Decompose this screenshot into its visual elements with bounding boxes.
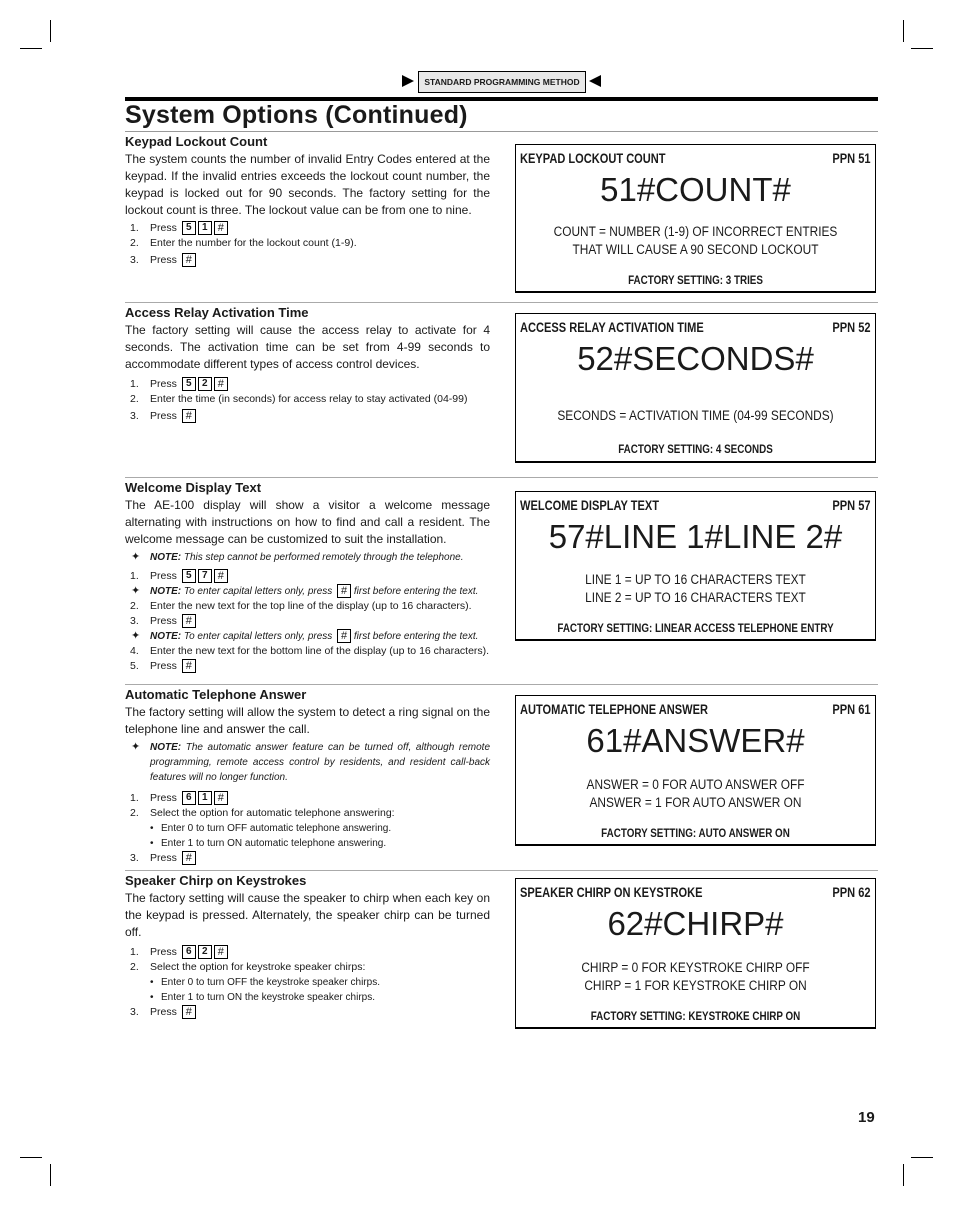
note-label: NOTE: <box>150 586 182 597</box>
step-item: 1. Press 6 1 # <box>125 791 490 806</box>
step-item: 2. Select the option for keystroke speaker chirps: <box>130 961 366 973</box>
key-7: 7 <box>198 569 212 583</box>
hash-key-icon: # <box>214 791 228 805</box>
step-item: 3. Press # <box>125 409 490 424</box>
section-auto-answer <box>125 686 490 866</box>
ppn-desc-line-2: CHIRP = 1 FOR KEYSTROKE CHIRP ON <box>584 978 807 993</box>
bullet-item: • Enter 1 to turn ON the keystroke speaker chirps. <box>150 992 375 1003</box>
step-text: Enter the new text for the top line of the display (up to 16 characters). <box>150 600 472 612</box>
note-label: NOTE: <box>150 631 182 642</box>
section-speaker-chirp <box>125 872 490 1020</box>
ppn-desc-line-1: ANSWER = 0 FOR AUTO ANSWER OFF <box>586 777 805 792</box>
ppn-code: 52#SECONDS# <box>577 340 814 377</box>
header-tag <box>402 70 602 94</box>
ppn-box-62 <box>515 878 876 1029</box>
hash-key-icon: # <box>214 377 228 391</box>
divider <box>125 131 878 132</box>
step-item: 5. Press # <box>125 659 490 674</box>
ppn-factory-setting: FACTORY SETTING: 4 SECONDS <box>618 442 773 456</box>
ppn-code: 62#CHIRP# <box>607 905 784 942</box>
section-heading: Welcome Display Text <box>125 480 262 495</box>
key-6: 6 <box>182 791 196 805</box>
divider <box>125 684 878 685</box>
step-item: 4. Enter the new text for the bottom line of the display (up to 16 characters). <box>130 645 490 657</box>
ppn-desc-line-2: THAT WILL CAUSE A 90 SECOND LOCKOUT <box>572 242 819 257</box>
ppn-code: 57#LINE 1#LINE 2# <box>548 518 843 555</box>
section-heading: Speaker Chirp on Keystrokes <box>125 873 307 888</box>
note-text: The automatic answer feature can be turned off, although remote programming, remote access control by residents, and resident call-back features will no longer function. <box>150 742 491 783</box>
bullet-item: • Enter 0 to turn OFF automatic telephone answering. <box>150 823 392 834</box>
ppn-number: PPN 57 <box>832 498 871 513</box>
note-label: NOTE: <box>150 552 182 563</box>
ppn-factory-setting: FACTORY SETTING: KEYSTROKE CHIRP ON <box>590 1009 801 1023</box>
step-label: Press <box>150 946 177 958</box>
step-label: Press <box>150 615 177 627</box>
ppn-desc-line-1: COUNT = NUMBER (1-9) OF INCORRECT ENTRIES <box>553 224 838 239</box>
section-heading: Automatic Telephone Answer <box>125 687 307 702</box>
ppn-desc-line-2: ANSWER = 1 FOR AUTO ANSWER ON <box>589 795 802 810</box>
ppn-desc-line-1: SECONDS = ACTIVATION TIME (04-99 SECONDS) <box>557 408 834 423</box>
crop-mark <box>903 20 904 42</box>
section-body: The factory setting will cause the access relay to activate for 4 seconds. The activation time can be set from 4-99 seconds to accommodate different types of access control devices. <box>125 323 490 371</box>
note-item: ✦ NOTE: To enter capital letters only, press # first before entering the text. <box>131 630 479 643</box>
hash-key-icon: # <box>182 851 196 865</box>
divider <box>125 870 878 871</box>
crop-mark <box>903 1164 904 1186</box>
ppn-number: PPN 62 <box>832 885 871 900</box>
step-list <box>125 377 490 424</box>
key-1: 1 <box>198 791 212 805</box>
ppn-desc-line-1: CHIRP = 0 FOR KEYSTROKE CHIRP OFF <box>581 960 810 975</box>
step-text: Enter the time (in seconds) for access relay to stay activated (04-99) <box>150 393 468 405</box>
step-item: 3. Press # <box>125 614 490 629</box>
hash-key-icon: # <box>337 584 351 598</box>
step-label: Press <box>150 1006 177 1018</box>
bullet-text: Enter 1 to turn ON automatic telephone answering. <box>161 838 387 849</box>
step-list <box>125 740 490 866</box>
step-label: Press <box>150 570 177 582</box>
section-body: The AE-100 display will show a visitor a welcome message alternating with instructions on how to find and call a resident. The welcome message can be customized to suit the installation. <box>125 498 490 546</box>
note-text: To enter capital letters only, press <box>183 631 333 642</box>
step-item: 3. Press # <box>125 1005 490 1020</box>
ppn-factory-setting: FACTORY SETTING: 3 TRIES <box>628 273 763 287</box>
key-5: 5 <box>182 221 196 235</box>
section-heading: Keypad Lockout Count <box>125 134 268 149</box>
crop-mark <box>50 20 51 42</box>
ppn-box-header: AUTOMATIC TELEPHONE ANSWER <box>520 702 708 717</box>
step-list <box>125 221 490 268</box>
crop-mark <box>20 48 42 49</box>
note-item: ✦ NOTE: This step cannot be performed remotely through the telephone. <box>131 551 464 563</box>
ppn-box-header: WELCOME DISPLAY TEXT <box>520 498 660 513</box>
bullet-item: • Enter 0 to turn OFF the keystroke speaker chirps. <box>150 977 380 988</box>
key-6: 6 <box>182 945 196 959</box>
ppn-box-header: ACCESS RELAY ACTIVATION TIME <box>520 320 704 335</box>
key-2: 2 <box>198 377 212 391</box>
ppn-box-52 <box>515 313 876 463</box>
note-text: first before entering the text. <box>353 631 479 642</box>
step-label: Press <box>150 660 177 672</box>
step-label: Press <box>150 792 177 804</box>
header-tag-label: STANDARD PROGRAMMING METHOD <box>418 71 586 93</box>
step-item: 1. Press 5 2 # <box>125 377 490 392</box>
hash-key-icon: # <box>337 629 351 643</box>
ppn-box-51 <box>515 144 876 293</box>
step-item: 1. Press 5 7 # <box>125 569 490 584</box>
section-body: The factory setting will allow the system to detect a ring signal on the telephone line and answer the call. <box>125 705 490 736</box>
key-5: 5 <box>182 377 196 391</box>
step-label: Press <box>150 254 177 266</box>
ppn-box-57 <box>515 491 876 641</box>
section-access-relay <box>125 304 490 424</box>
hash-key-icon: # <box>182 253 196 267</box>
hash-key-icon: # <box>182 659 196 673</box>
section-welcome-text <box>125 479 490 674</box>
arrow-right-icon <box>402 75 414 87</box>
section-keypad-lockout <box>125 133 490 268</box>
hash-key-icon: # <box>214 945 228 959</box>
step-item: 2. Select the option for automatic telephone answering: <box>130 807 395 819</box>
step-label: Press <box>150 378 177 390</box>
key-1: 1 <box>198 221 212 235</box>
step-list <box>125 945 490 1020</box>
ppn-box-61 <box>515 695 876 846</box>
crop-mark <box>50 1164 51 1186</box>
ppn-code: 61#ANSWER# <box>586 722 805 759</box>
step-text: Enter the number for the lockout count (1-9). <box>150 237 357 249</box>
step-text: Select the option for automatic telephone answering: <box>150 807 395 819</box>
hash-key-icon: # <box>182 614 196 628</box>
crop-mark <box>911 1157 933 1158</box>
step-item: 1. Press 6 2 # <box>125 945 490 960</box>
step-list <box>125 550 490 674</box>
divider <box>125 477 878 478</box>
bullet-item: • Enter 1 to turn ON automatic telephone answering. <box>150 838 387 849</box>
step-label: Press <box>150 222 177 234</box>
hash-key-icon: # <box>182 1005 196 1019</box>
step-text: Enter the new text for the bottom line of the display (up to 16 characters). <box>150 645 490 657</box>
ppn-desc-line-1: LINE 1 = UP TO 16 CHARACTERS TEXT <box>585 572 806 587</box>
hash-key-icon: # <box>182 409 196 423</box>
step-item: 2. Enter the time (in seconds) for access relay to stay activated (04-99) <box>130 393 468 405</box>
bullet-text: Enter 0 to turn OFF the keystroke speaker chirps. <box>161 977 380 988</box>
step-item: 1. Press 5 1 # <box>125 221 490 236</box>
hash-key-icon: # <box>214 569 228 583</box>
section-heading: Access Relay Activation Time <box>125 305 309 320</box>
step-label: Press <box>150 852 177 864</box>
ppn-box-header: SPEAKER CHIRP ON KEYSTROKE <box>520 885 703 900</box>
bullet-text: Enter 0 to turn OFF automatic telephone answering. <box>161 823 392 834</box>
arrow-left-icon <box>589 75 601 87</box>
hash-key-icon: # <box>214 221 228 235</box>
step-item: 2. Enter the number for the lockout count (1-9). <box>130 237 357 249</box>
ppn-number: PPN 51 <box>832 151 871 166</box>
note-text: first before entering the text. <box>353 586 479 597</box>
ppn-box-header: KEYPAD LOCKOUT COUNT <box>520 151 666 166</box>
note-label: NOTE: <box>150 742 182 753</box>
note-text: This step cannot be performed remotely through the telephone. <box>183 552 464 563</box>
ppn-factory-setting: FACTORY SETTING: AUTO ANSWER ON <box>601 826 790 840</box>
section-body: The factory setting will cause the speaker to chirp when each key on the keypad is pressed. Alternately, the speaker chirp can be turned off. <box>125 891 490 939</box>
ppn-number: PPN 52 <box>832 320 871 335</box>
step-item: 2. Enter the new text for the top line of the display (up to 16 characters). <box>130 600 472 612</box>
ppn-desc-line-2: LINE 2 = UP TO 16 CHARACTERS TEXT <box>585 590 806 605</box>
step-text: Select the option for keystroke speaker chirps: <box>150 961 366 973</box>
page-title: System Options (Continued) <box>125 101 468 129</box>
note-item: ✦ NOTE: The automatic answer feature can be turned off, although remote programming, remote access control by residents, and resident call-back features will no longer function. <box>131 741 491 783</box>
note-item: ✦ NOTE: To enter capital letters only, press # first before entering the text. <box>131 585 479 598</box>
ppn-number: PPN 61 <box>832 702 871 717</box>
bullet-text: Enter 1 to turn ON the keystroke speaker chirps. <box>161 992 375 1003</box>
divider <box>125 302 878 303</box>
crop-mark <box>20 1157 42 1158</box>
key-5: 5 <box>182 569 196 583</box>
note-text: To enter capital letters only, press <box>183 586 333 597</box>
page-number: 19 <box>858 1109 875 1126</box>
ppn-code: 51#COUNT# <box>600 171 791 208</box>
section-body: The system counts the number of invalid Entry Codes entered at the keypad. If the invalid entries exceeds the lockout count number, the keypad is locked out for 90 seconds. The factory setting for the lockout count is three. The lockout value can be from one to nine. <box>125 152 490 217</box>
crop-mark <box>911 48 933 49</box>
step-item: 3. Press # <box>125 851 490 866</box>
step-label: Press <box>150 410 177 422</box>
ppn-factory-setting: FACTORY SETTING: LINEAR ACCESS TELEPHONE ENTRY <box>557 621 834 635</box>
step-item: 3. Press # <box>125 253 490 268</box>
key-2: 2 <box>198 945 212 959</box>
